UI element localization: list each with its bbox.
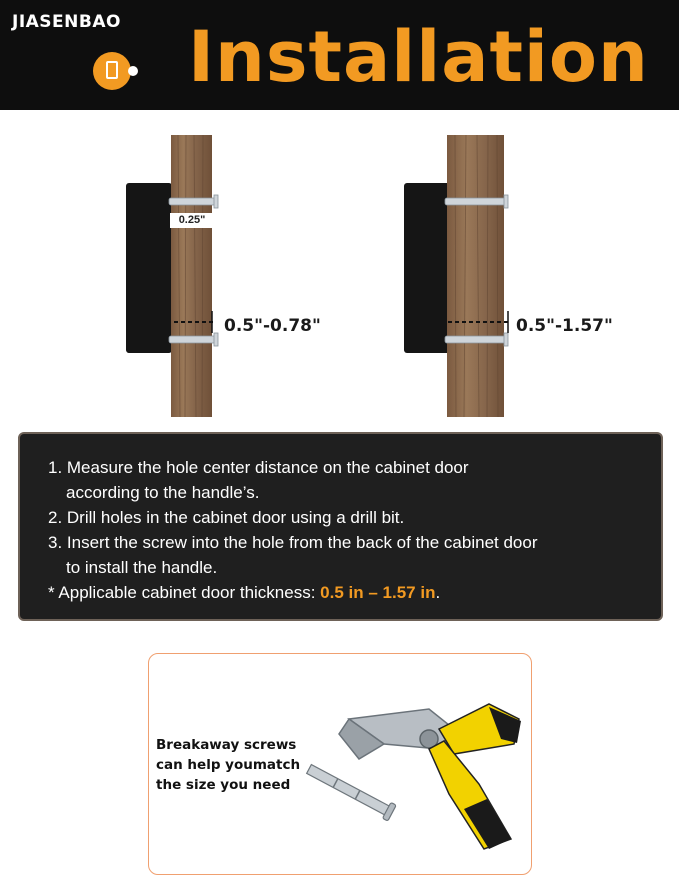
- page-title: Installation: [188, 16, 649, 98]
- diagram-thin-door: [120, 135, 350, 420]
- note-suffix: .: [435, 583, 441, 602]
- breakaway-screw-icon: [305, 761, 396, 821]
- step-3-line-1: 3. Insert the screw into the hole from the back of the cabinet door: [48, 533, 538, 552]
- pliers-icon: [339, 704, 521, 849]
- header-banner: [0, 0, 679, 110]
- breakaway-line-2: can help youmatch: [156, 757, 301, 773]
- cabinet-handle: [126, 183, 172, 353]
- wood-door-panel: [171, 135, 212, 417]
- brand-logo: JIASENBAO: [12, 12, 121, 32]
- breakaway-line-1: Breakaway screws: [156, 737, 297, 753]
- diagram-thick-door: [398, 135, 528, 420]
- dot-icon: [128, 66, 138, 76]
- step-3-line-2: to install the handle.: [66, 558, 218, 577]
- breakaway-note: [156, 735, 300, 795]
- range-label-left: 0.5"-0.78": [224, 316, 321, 336]
- breakaway-line-3: the size you need: [156, 777, 291, 793]
- thickness-tag: 0.25": [170, 213, 214, 228]
- note-prefix: * Applicable cabinet door thickness:: [48, 583, 321, 602]
- thickness-note: [48, 580, 647, 605]
- step-1-line-2: according to the handle’s.: [66, 483, 260, 502]
- note-value: 0.5 in – 1.57 in: [320, 583, 436, 602]
- instructions-panel: [18, 432, 663, 621]
- pliers-and-screw-illustration: [289, 699, 529, 869]
- install-badge-icon: [93, 52, 131, 90]
- step-2: 2. Drill holes in the cabinet door using a drill bit.: [48, 508, 405, 527]
- range-label-right: 0.5"-1.57": [516, 316, 613, 336]
- breakaway-screws-box: [148, 653, 532, 875]
- step-1-line-1: 1. Measure the hole center distance on the cabinet door: [48, 458, 469, 477]
- cabinet-handle: [404, 183, 450, 353]
